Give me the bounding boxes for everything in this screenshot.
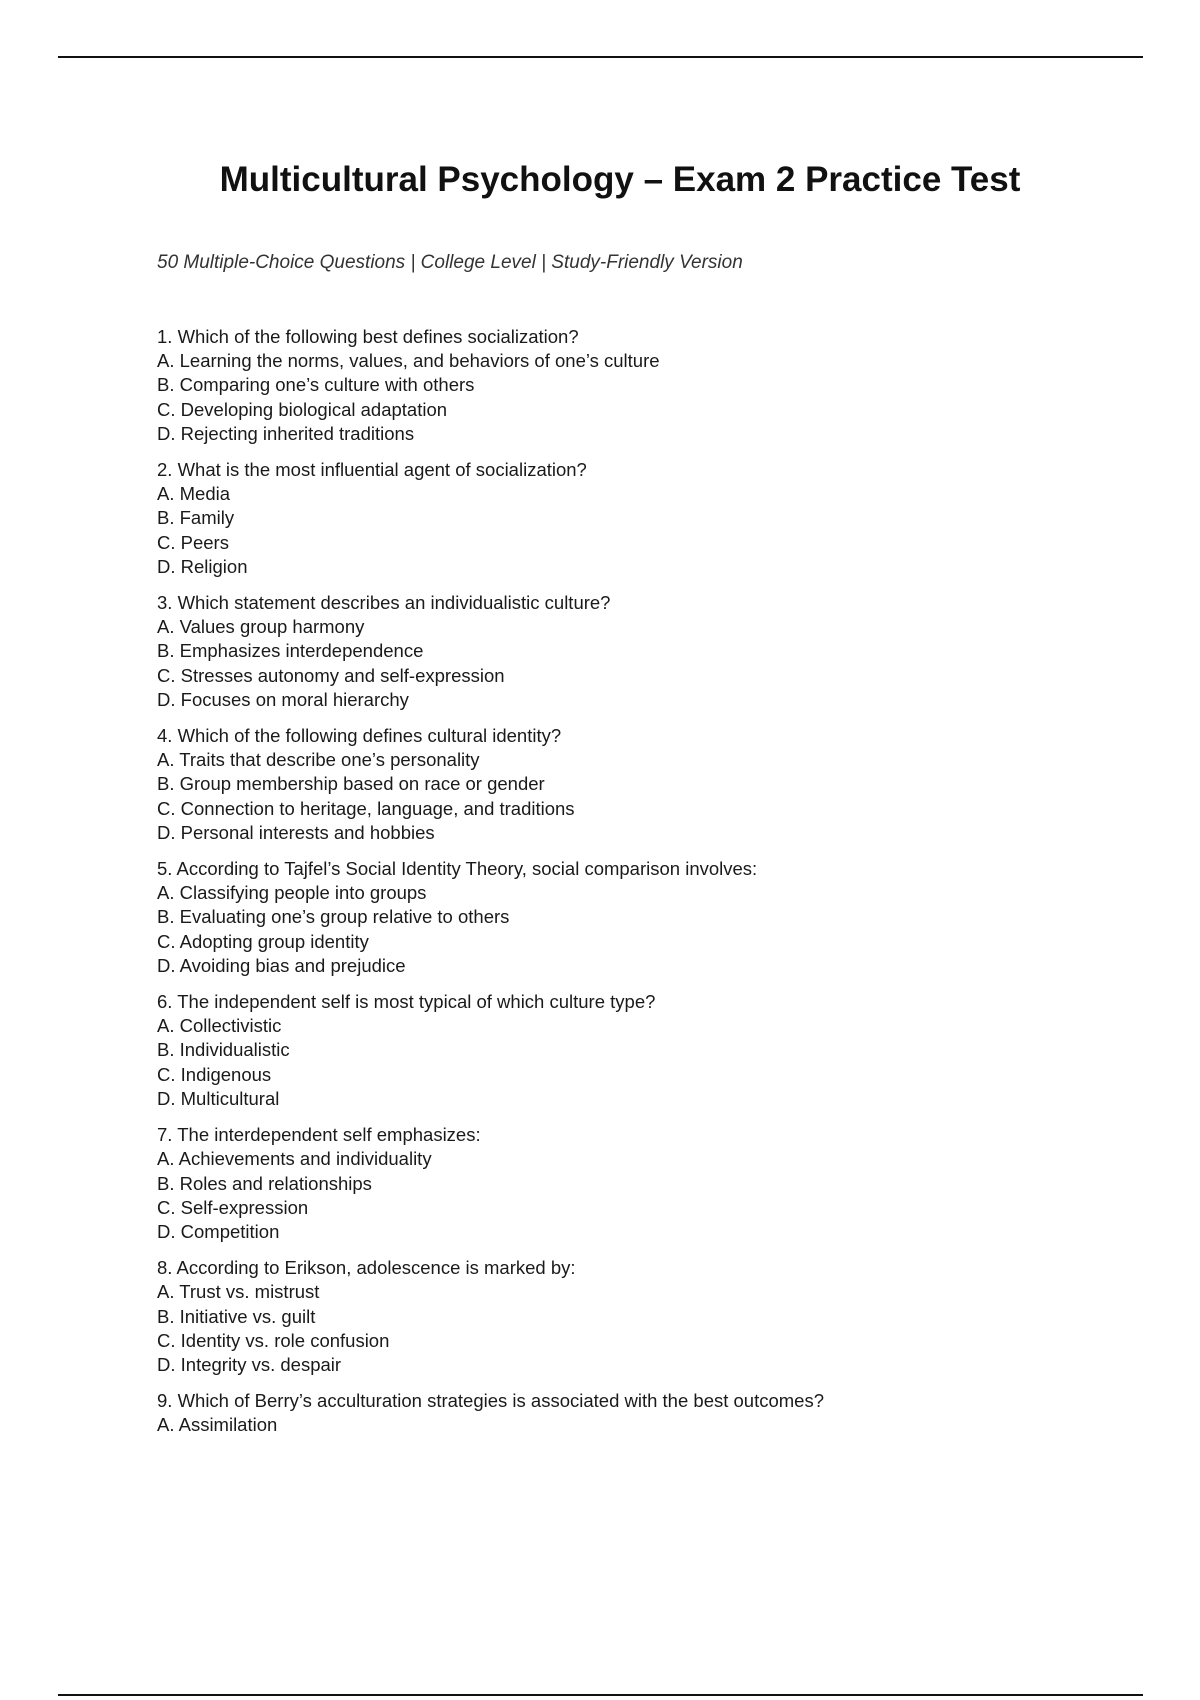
question-7 <box>157 1123 1117 1244</box>
option-c: C. Indigenous <box>157 1063 272 1085</box>
question-8 <box>157 1256 1117 1377</box>
option-c: C. Stresses autonomy and self-expression <box>157 664 505 686</box>
question-9 <box>157 1389 1117 1437</box>
option-b: B. Roles and relationships <box>157 1172 372 1194</box>
option-d: D. Rejecting inherited traditions <box>157 422 415 444</box>
question-2 <box>157 458 1117 579</box>
question-text: 1. Which of the following best defines socialization? <box>157 326 579 347</box>
option-a: A. Media <box>157 483 231 505</box>
option-b: B. Individualistic <box>157 1039 290 1061</box>
question-4 <box>157 724 1117 845</box>
option-d: D. Avoiding bias and prejudice <box>157 954 406 976</box>
option-c: C. Developing biological adaptation <box>157 398 448 420</box>
option-d: D. Multicultural <box>157 1087 280 1109</box>
bottom-rule <box>58 1694 1143 1696</box>
option-a: A. Classifying people into groups <box>157 882 427 904</box>
option-b: B. Group membership based on race or gender <box>157 773 545 795</box>
option-c: C. Self-expression <box>157 1196 309 1218</box>
option-a: A. Trust vs. mistrust <box>157 1281 320 1303</box>
page-title: Multicultural Psychology – Exam 2 Practice Test <box>219 160 1021 199</box>
question-text: 3. Which statement describes an individualistic culture? <box>157 592 611 614</box>
option-a: A. Assimilation <box>157 1414 278 1436</box>
option-c: C. Adopting group identity <box>157 930 369 952</box>
option-b: B. Comparing one’s culture with others <box>157 374 475 396</box>
question-text: 8. According to Erikson, adolescence is marked by: <box>157 1257 576 1279</box>
option-d: D. Religion <box>157 555 248 577</box>
question-text: 6. The independent self is most typical of which culture type? <box>157 991 656 1013</box>
top-rule <box>58 56 1143 58</box>
option-d: D. Focuses on moral hierarchy <box>157 688 409 710</box>
option-a: A. Values group harmony <box>157 616 365 638</box>
question-6 <box>157 990 1117 1111</box>
option-c: C. Identity vs. role confusion <box>157 1329 390 1351</box>
option-a: A. Collectivistic <box>157 1015 282 1037</box>
option-a: A. Traits that describe one’s personality <box>157 749 480 771</box>
question-text: 9. Which of Berry’s acculturation strategies is associated with the best outcomes? <box>157 1390 825 1412</box>
option-c: C. Connection to heritage, language, and traditions <box>157 797 575 819</box>
option-a: A. Achievements and individuality <box>157 1148 432 1170</box>
question-text: 4. Which of the following defines cultural identity? <box>157 725 562 747</box>
option-b: B. Initiative vs. guilt <box>157 1305 316 1327</box>
option-b: B. Family <box>157 507 235 529</box>
question-text: 5. According to Tajfel’s Social Identity Theory, social comparison involves: <box>157 858 758 880</box>
question-text: 7. The interdependent self emphasizes: <box>157 1124 481 1146</box>
question-5 <box>157 857 1117 978</box>
question-3 <box>157 591 1117 712</box>
option-d: D. Integrity vs. despair <box>157 1353 342 1375</box>
option-c: C. Peers <box>157 531 229 553</box>
question-list <box>157 325 1117 1450</box>
page-subtitle: 50 Multiple-Choice Questions | College Level | Study-Friendly Version <box>157 252 743 273</box>
option-b: B. Evaluating one’s group relative to others <box>157 906 510 928</box>
question-1 <box>157 325 1117 446</box>
option-a: A. Learning the norms, values, and behaviors of one’s culture <box>157 350 660 372</box>
question-text: 2. What is the most influential agent of socialization? <box>157 459 587 481</box>
option-d: D. Competition <box>157 1220 280 1242</box>
option-b: B. Emphasizes interdependence <box>157 640 424 662</box>
option-d: D. Personal interests and hobbies <box>157 821 435 843</box>
